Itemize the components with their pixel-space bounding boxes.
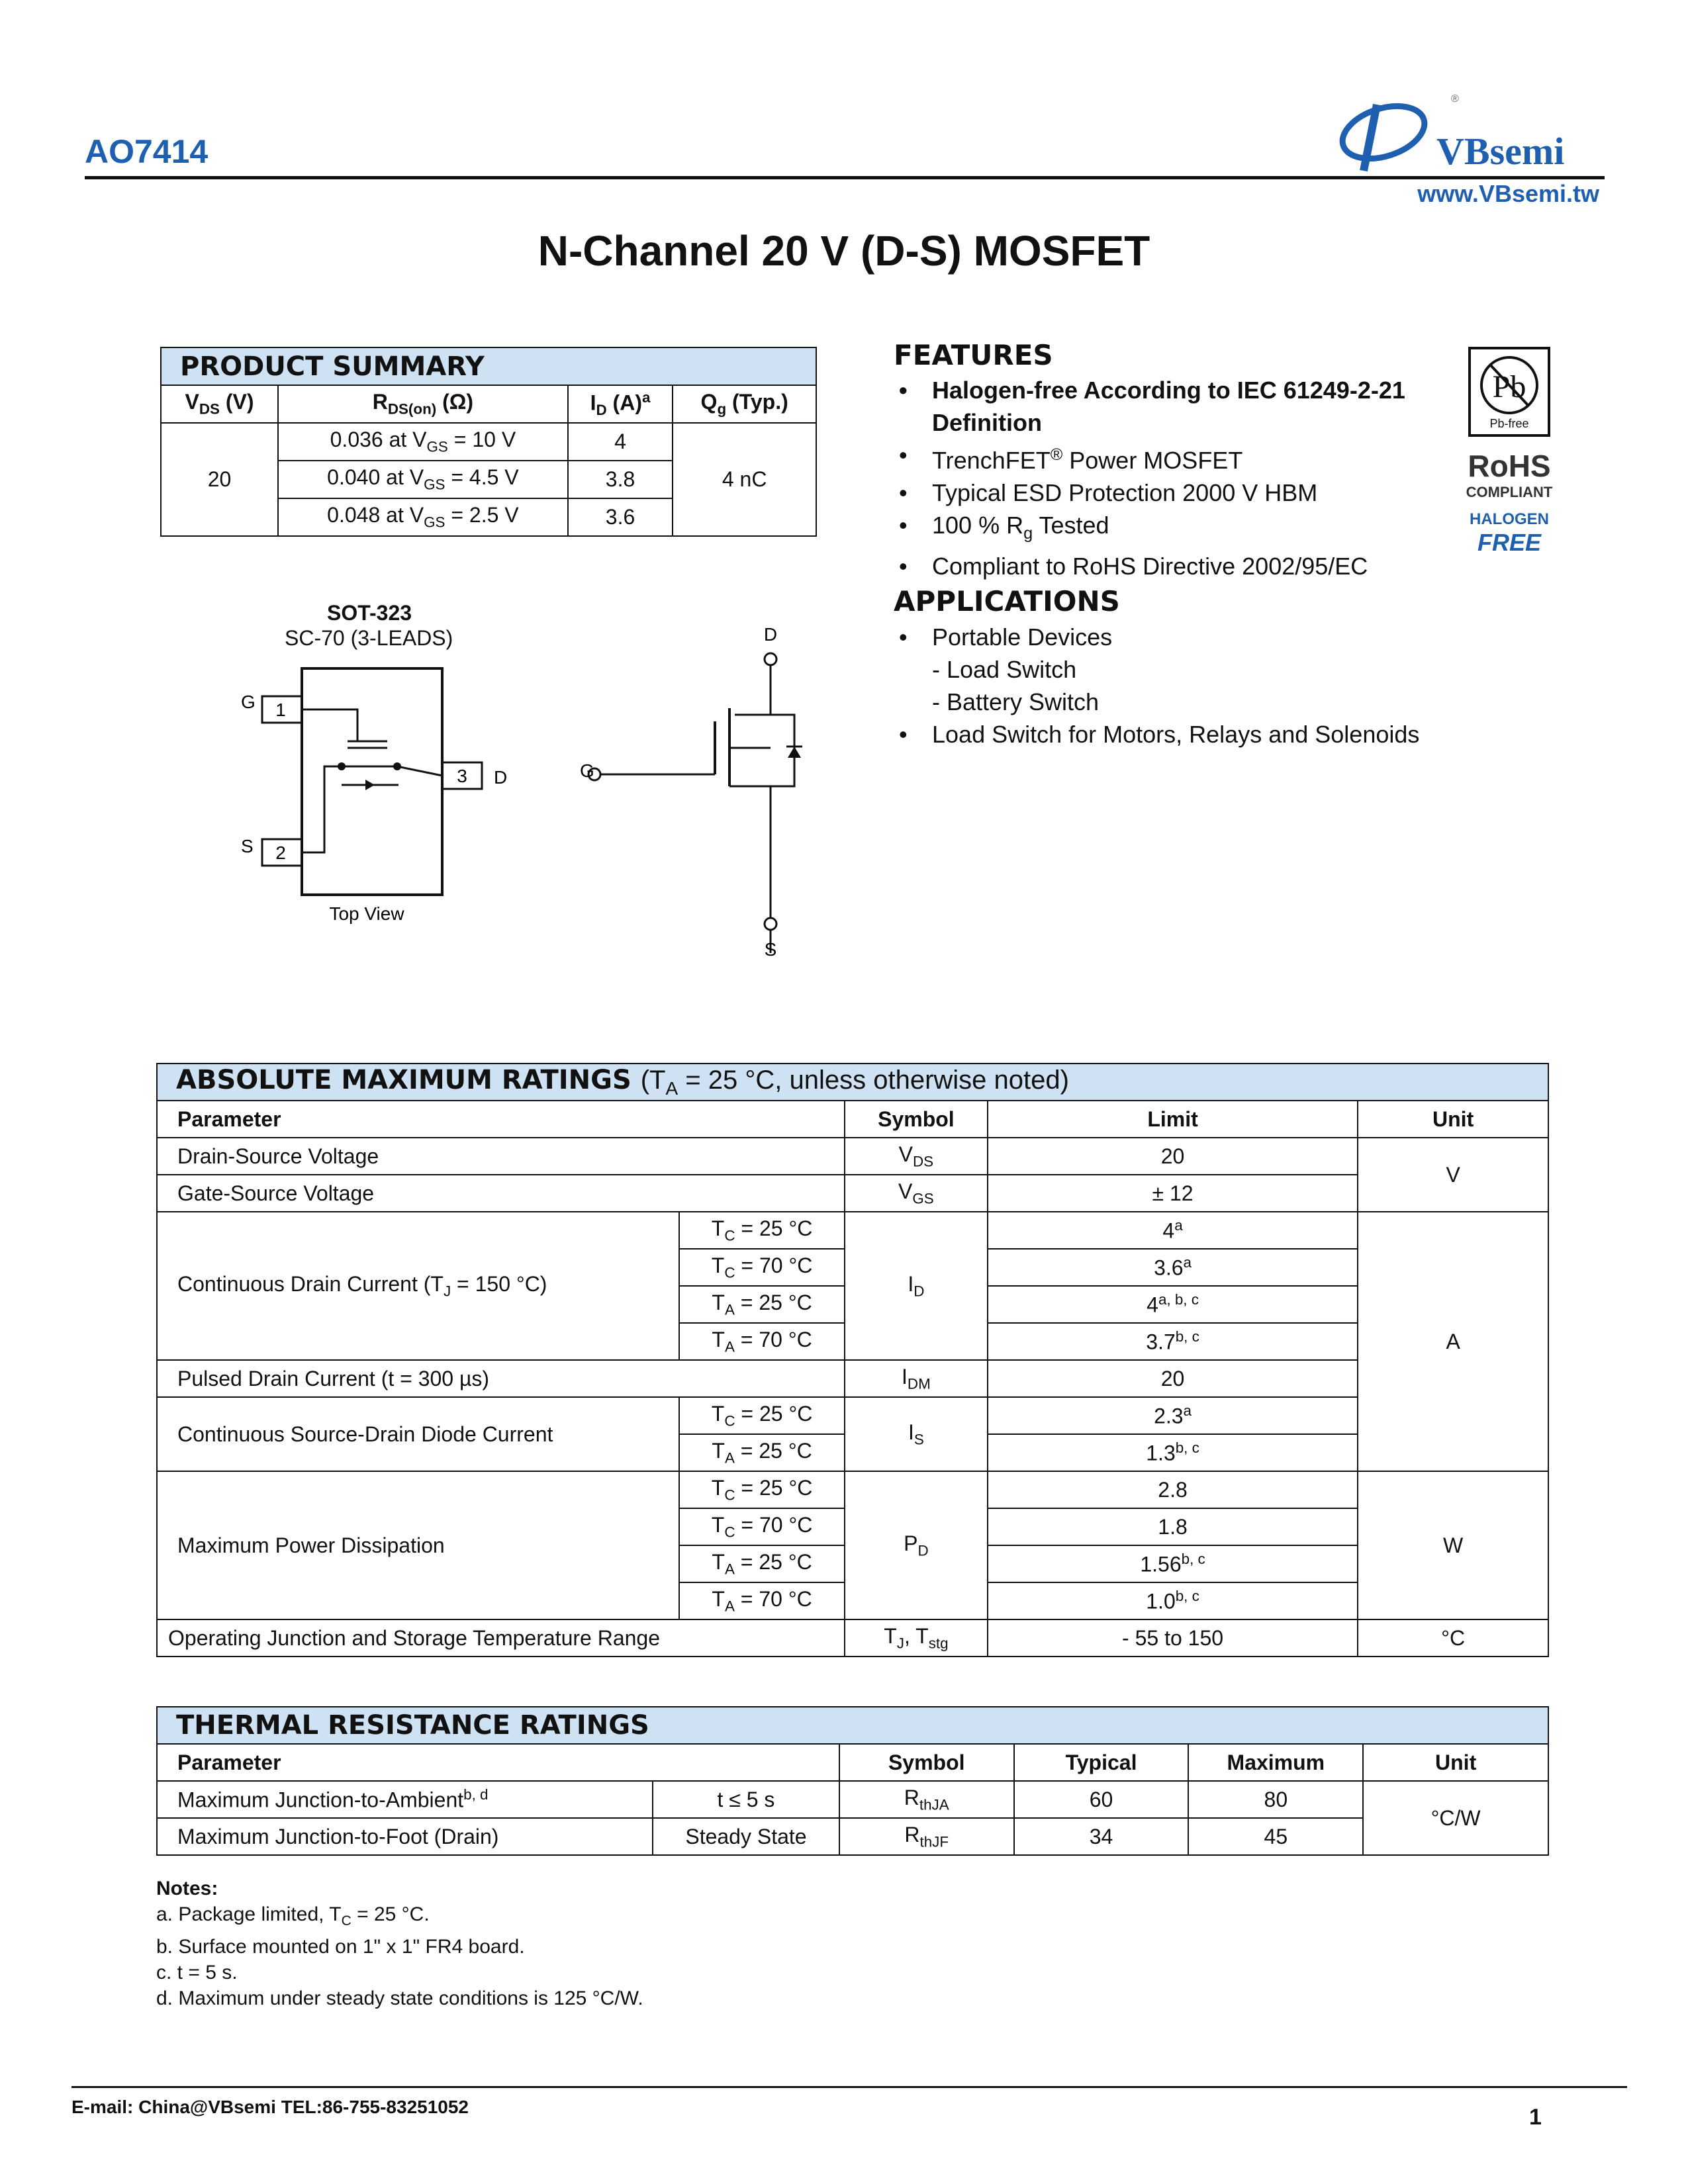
applications-heading: APPLICATIONS [894,585,1120,617]
list-item: • Portable Devices [894,621,1622,653]
rds-cell: 0.036 at $V_{GS} = 10$ V [278,423,568,461]
features-list [894,374,1456,582]
table-row: $T_A = 25$ °C 4$^{a, b, c}$ [157,1286,1548,1323]
table-row: $T_C = 70$ °C 3.6$^a$ [157,1249,1548,1286]
vbsemi-logo [1337,91,1615,177]
rds-cell: 0.048 at $V_{GS} = 2.5$ V [278,498,568,536]
svg-text:G: G [580,760,594,781]
note-c: c. t = 5 s. [156,1962,238,1983]
logo-swoosh [1336,97,1431,168]
features-heading: FEATURES [894,339,1053,371]
svg-text:S: S [764,939,777,960]
id-value: 3.8 [568,461,673,498]
table-row: $T_A = 25$ °C 1.3$^{b, c}$ [157,1434,1548,1471]
package-outline-diagram [225,655,543,933]
product-summary-table [160,347,817,537]
table-row: $T_C = 70$ °C 1.8 [157,1508,1548,1545]
rds-cell: 0.040 at $V_{GS} = 4.5$ V [278,461,568,498]
svg-text:Pb: Pb [1492,369,1526,404]
note-a: a. Package limited, $T_C = 25$ °C. [156,1903,430,1929]
svg-text:Top View: Top View [329,903,404,924]
abs-max-heading: ABSOLUTE MAXIMUM RATINGS ($T_A = 25$ °C, unless otherwise noted) [157,1064,1548,1101]
page-title: N-Channel 20 V (D-S) MOSFET [538,227,1150,275]
compliance-badges [1443,347,1575,557]
svg-text:3: 3 [457,766,467,786]
halogen-label: HALOGEN [1470,510,1549,528]
absolute-max-ratings-table [156,1063,1549,1657]
list-item: • TrenchFET® Power MOSFET [894,439,1456,477]
vds-value: 20 [161,423,278,536]
col-parameter: Parameter [157,1101,845,1138]
table-row: Continuous Source-Drain Diode Current $T_C = 25$ °C $I_S$ 2.3$^a$ [157,1397,1548,1434]
id-value: 4 [568,423,673,461]
table-row: Pulsed Drain Current (t = 300 µs) $I_{DM}$ 20 [157,1360,1548,1397]
product-summary-heading: PRODUCT SUMMARY [161,347,816,385]
footer-contact: E-mail: China@VBsemi TEL:86-755-83251052 [71,2097,469,2117]
table-row: Parameter Symbol Typical Maximum Unit [157,1744,1548,1781]
list-item: • 100 % $R_g$ Tested [894,509,1456,550]
list-item: - Battery Switch [932,688,1100,715]
table-row: Drain-Source Voltage $V_{DS}$ 20 V [157,1138,1548,1175]
svg-text:2: 2 [275,842,286,863]
table-row: $T_A = 25$ °C 1.56$^{b, c}$ [157,1545,1548,1582]
package-desc: SC-70 (3-LEADS) [285,626,453,650]
table-row: Continuous Drain Current ($T_J = 150$ °C) $T_C = 25$ °C $I_D$ 4$^a$ A [157,1212,1548,1249]
col-rds: $R_{DS(on)}$ (Ω) [278,385,568,423]
thermal-heading: THERMAL RESISTANCE RATINGS [157,1707,1548,1744]
page-number: 1 [1529,2105,1542,2130]
col-limit: Limit [988,1101,1358,1138]
footer-divider [71,2086,1627,2088]
col-symbol: Symbol [845,1101,988,1138]
header-divider [85,176,1605,179]
table-row: Maximum Junction-to-Foot (Drain) Steady State $R_{thJF}$ 34 45 [157,1818,1548,1855]
note-b: b. Surface mounted on 1" x 1" FR4 board. [156,1936,525,1958]
table-row: $T_A = 70$ °C 3.7$^{b, c}$ [157,1323,1548,1360]
svg-text:1: 1 [275,700,286,720]
list-item: • Compliant to RoHS Directive 2002/95/EC [894,550,1456,582]
table-row: Maximum Power Dissipation $T_C = 25$ °C $P_D$ 2.8 W [157,1471,1548,1508]
notes [156,1876,643,2011]
table-row [161,423,816,461]
col-id: $I_D$ $(A)^a$ [568,385,673,423]
svg-text:Pb-free: Pb-free [1489,417,1529,430]
table-row: Gate-Source Voltage $V_{GS}$ ± 12 [157,1175,1548,1212]
package-name: SOT-323 [327,601,412,625]
svg-text:D: D [763,624,778,645]
qg-value: 4 nC [673,423,816,536]
svg-text:S: S [241,836,254,856]
thermal-resistance-table [156,1706,1549,1856]
svg-text:G: G [241,692,256,712]
rohs-compliant: COMPLIANT [1466,484,1553,500]
website[interactable]: www.VBsemi.tw [1417,180,1599,207]
svg-text:D: D [494,767,508,788]
registered-mark: ® [1451,93,1459,105]
table-row [157,1101,1548,1138]
list-item: • Typical ESD Protection 2000 V HBM [894,477,1456,509]
table-row: Operating Junction and Storage Temperature Range $T_J$, $T_{stg}$ - 55 to 150 °C [157,1619,1548,1657]
id-value: 3.6 [568,498,673,536]
note-d: d. Maximum under steady state conditions is 125 °C/W. [156,1987,643,2009]
mosfet-schematic [580,622,821,966]
part-number: AO7414 [85,133,209,170]
applications-list [894,621,1622,751]
col-vds: $V_{DS}$ (V) [161,385,278,423]
table-row [161,385,816,423]
col-unit: Unit [1358,1101,1548,1138]
list-item: • Load Switch for Motors, Relays and Solenoids [894,718,1622,751]
notes-heading: Notes: [156,1878,218,1899]
col-qg: $Q_g$ (Typ.) [673,385,816,423]
list-item: - Load Switch [932,656,1077,683]
halogen-free: FREE [1477,529,1541,556]
table-row: $T_A = 70$ °C 1.0$^{b, c}$ [157,1582,1548,1619]
pb-free-icon [1443,347,1575,439]
list-item: • Halogen-free According to IEC 61249-2-21 Definition [894,374,1456,439]
rohs-label: RoHS [1468,449,1551,483]
logo-brand-text: VBsemi [1436,130,1565,173]
table-row: Maximum Junction-to-Ambient$^{b, d}$ t ≤ 5 s $R_{thJA}$ 60 80 °C/W [157,1781,1548,1818]
